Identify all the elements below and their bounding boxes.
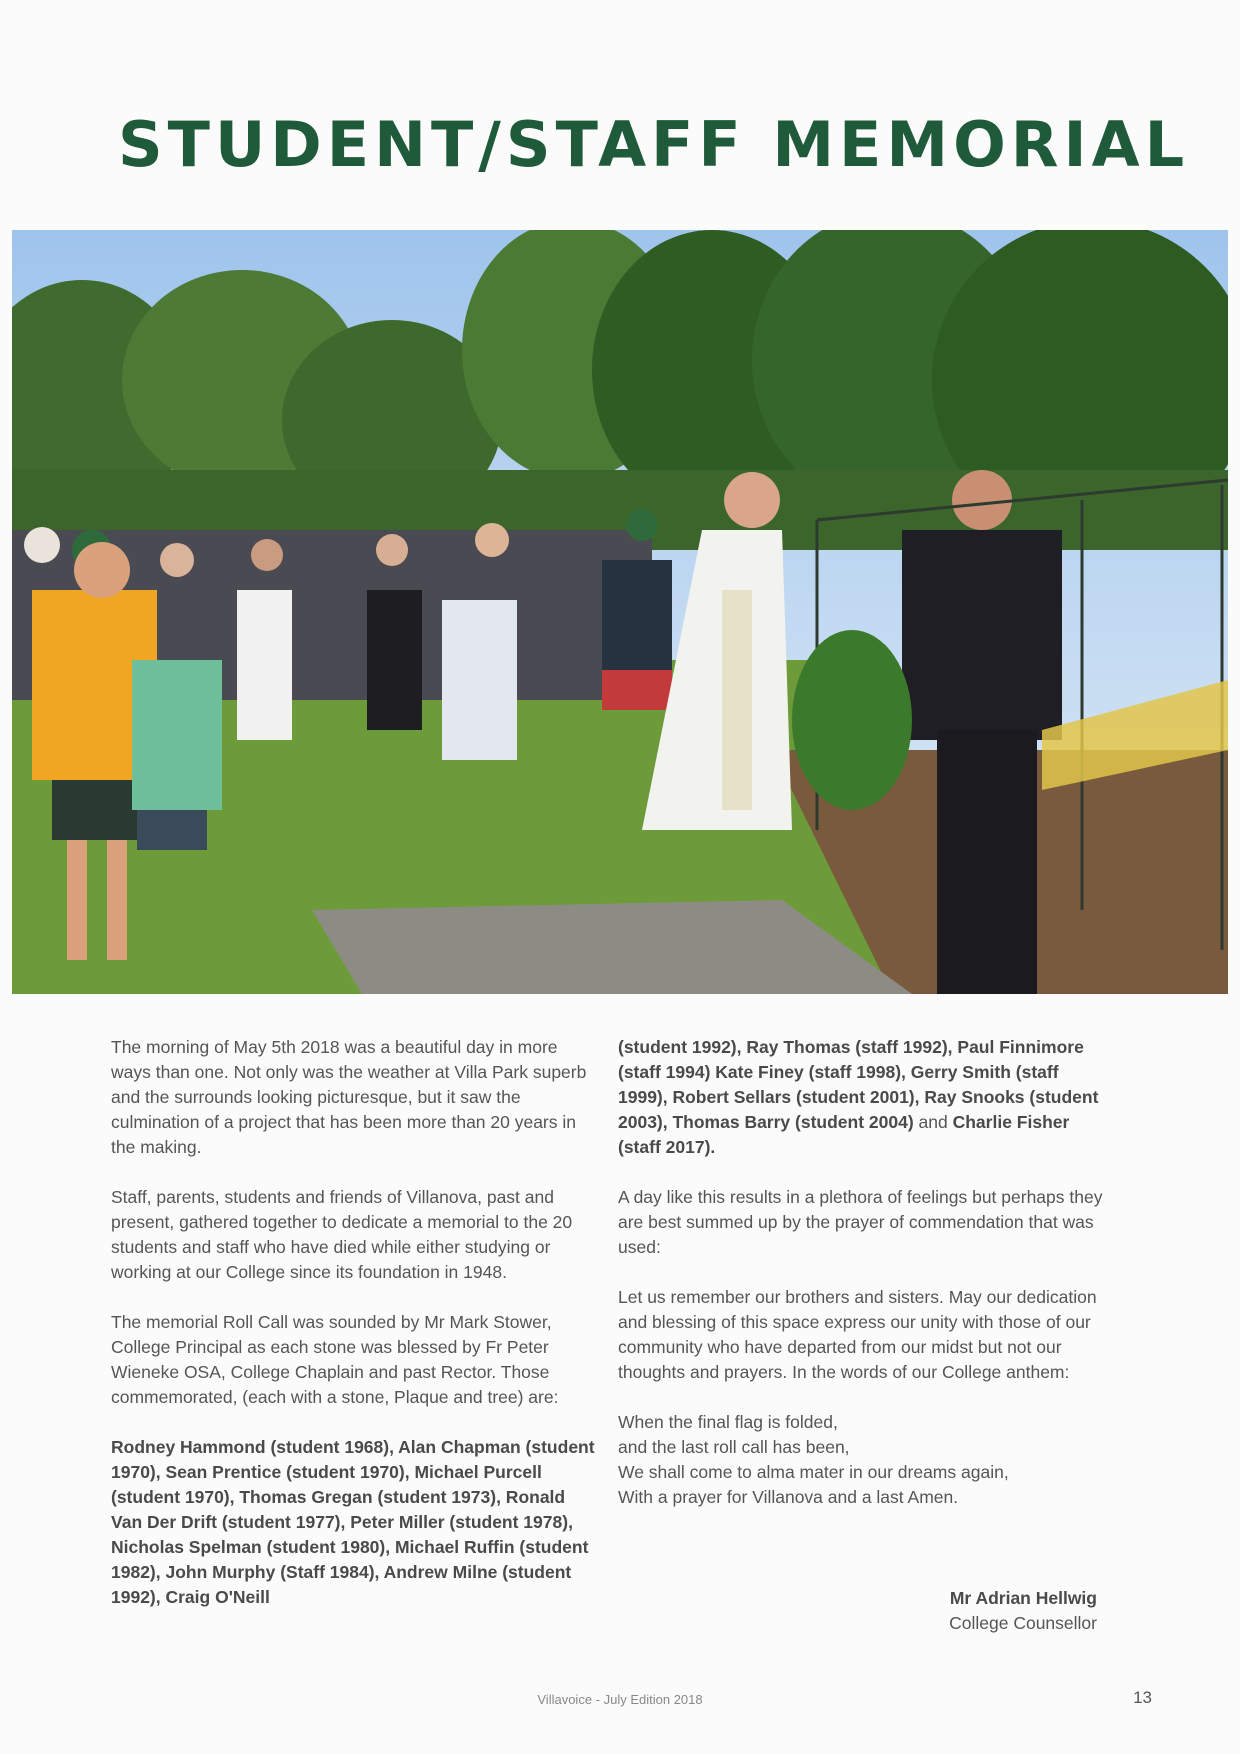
author-title: College Counsellor xyxy=(949,1613,1097,1633)
article-right-column xyxy=(618,1035,1113,1535)
paragraph: The memorial Roll Call was sounded by Mr Mark Stower, College Principal as each stone was blessed by Fr Peter Wieneke OSA, College Chaplain and past Rector. Those commemorated, (each with a stone, Plaque and tree) are: xyxy=(111,1312,559,1407)
memorial-photo xyxy=(12,230,1228,994)
paragraph: The morning of May 5th 2018 was a beautiful day in more ways than one. Not only was the weather at Villa Park superb and the surrounds looking picturesque, but it saw the culmination of a project that has been more than 20 years in the making. xyxy=(111,1037,587,1157)
paragraph: Staff, parents, students and friends of Villanova, past and present, gathered together to dedicate a memorial to the 20 students and staff who have died while either studying or working at our College since its foundation in 1948. xyxy=(111,1187,573,1282)
anthem-verse: When the final flag is folded, and the last roll call has been, We shall come to alma mater in our dreams again, With a prayer for Villanova and a last Amen. xyxy=(618,1412,1009,1507)
page-number: 13 xyxy=(1133,1688,1152,1707)
paragraph: Let us remember our brothers and sisters. May our dedication and blessing of this space express our unity with those of our community who have departed from our midst but not our thoughts and prayers. In the words of our College anthem: xyxy=(618,1287,1097,1382)
author-signature xyxy=(949,1586,1097,1636)
page-title: STUDENT/STAFF MEMORIAL xyxy=(118,108,1190,181)
memorial-tree xyxy=(792,630,912,810)
footer-publication: Villavoice - July Edition 2018 xyxy=(537,1692,703,1707)
author-name: Mr Adrian Hellwig xyxy=(949,1588,1097,1608)
article-left-column xyxy=(111,1035,601,1635)
commemorated-names-continued: (student 1992), Ray Thomas (staff 1992), Paul Finnimore (staff 1994) Kate Finey (staff 1998), Gerry Smith (staff 1999), Robert Sellars (student 2001), Ray Snooks (student 2003), Thomas Barry (student 2004) and Charlie Fisher (staff 2017). xyxy=(618,1037,1099,1157)
commemorated-names: Rodney Hammond (student 1968), Alan Chapman (student 1970), Sean Prentice (student 1970), Michael Purcell (student 1970), Thomas Gregan (student 1973), Ronald Van Der Drift (student 1977), Peter Miller (student 1978), Nicholas Spelman (student 1980), Michael Ruffin (student 1982), John Murphy (Staff 1984), Andrew Milne (student 1992), Craig O'Neill xyxy=(111,1437,595,1607)
paragraph: A day like this results in a plethora of feelings but perhaps they are best summed up by the prayer of commendation that was used: xyxy=(618,1187,1103,1257)
